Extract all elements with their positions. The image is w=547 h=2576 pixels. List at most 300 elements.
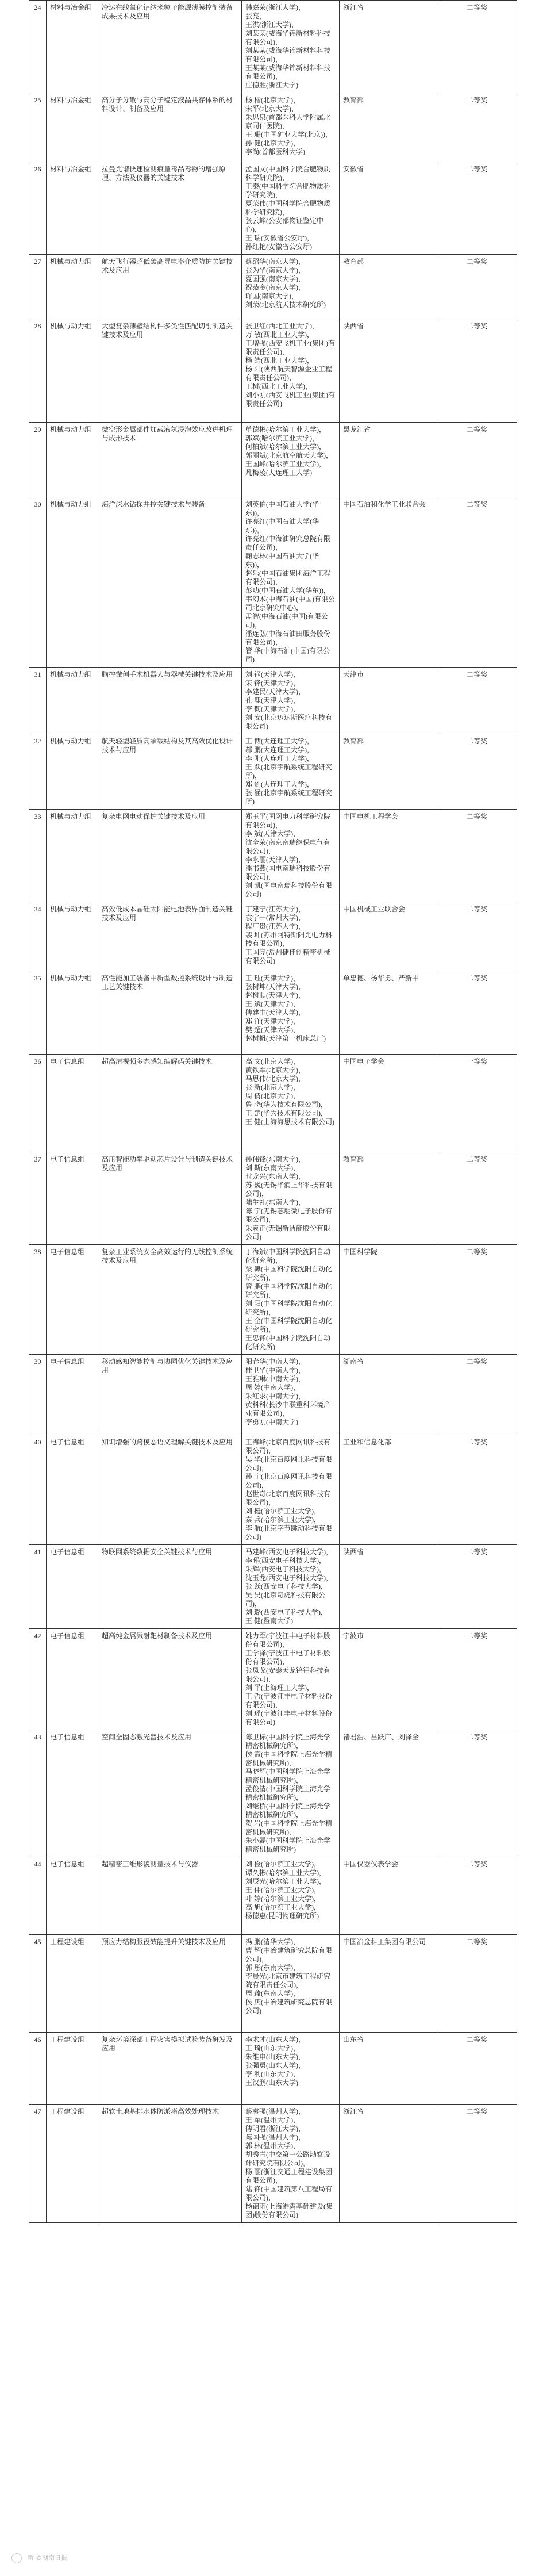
row-contributors-text: 孟国文(中国科学院合肥物质科学研究院)， 王秦(中国科学院合肥物质科学研究院)， 夏荣伟(中国科学院合肥物质科学研究院)， 张云峰(公安部物证鉴定中心)， 王 瑞(安徽省公安厅)， 孙红艳(安徽省公安厅) [245, 165, 330, 251]
row-group [47, 810, 98, 902]
row-nominator [340, 734, 437, 810]
row-project-name [98, 1, 242, 93]
row-number-text: 33 [34, 812, 41, 821]
row-project-name-text: 物联网系统数据安全关键技术与应用 [102, 1548, 213, 1556]
row-number-text: 26 [34, 165, 41, 173]
row-number [29, 319, 47, 423]
row-group-text: 材料与冶金组 [50, 3, 92, 12]
row-project-name-text: 超高纯金属溅射靶材制备技术及应用 [102, 1632, 213, 1640]
row-project-name-text: 知识增强的跨模态语义理解关键技术及应用 [102, 1438, 233, 1446]
row-nominator-text: 黑龙江省 [343, 425, 371, 434]
row-award-grade-text: 二等奖 [466, 1548, 487, 1556]
row-award-grade [437, 1935, 517, 2033]
row-nominator-text: 中国冶金科工集团有限公司 [343, 1938, 426, 1946]
table-row [29, 1055, 517, 1152]
row-award-grade-text: 二等奖 [466, 1733, 487, 1741]
row-group-text: 电子信息组 [50, 1248, 85, 1256]
row-contributors-text: 刘 钢(天津大学)， 宋 锋(天津大学)， 李建民(天津大学)， 孔 鹿(天津大学)， 李 韧(天津大学)， 刘 安(北京迈达斯医疗科技有限公司) [245, 670, 332, 730]
row-number-text: 30 [34, 500, 41, 508]
row-group-text: 机械与动力组 [50, 322, 92, 330]
row-project-name-text: 脑控微创手术机器人与器械关键技术及应用 [102, 670, 233, 678]
row-group [47, 902, 98, 971]
row-award-grade-text: 一等奖 [466, 1057, 487, 1065]
row-award-grade-text: 二等奖 [466, 1248, 487, 1256]
row-number [29, 1245, 47, 1355]
row-contributors [242, 1055, 340, 1152]
table-row [29, 1545, 517, 1629]
row-award-grade [437, 1435, 517, 1545]
row-award-grade-text: 二等奖 [466, 1438, 487, 1446]
row-project-name [98, 497, 242, 668]
awards-table-body [29, 1, 517, 2223]
row-contributors [242, 2033, 340, 2104]
row-project-name [98, 255, 242, 319]
row-project-name-text: 高性能加工装备中新型数控系统设计与制造工艺关键技术 [102, 974, 233, 991]
row-group [47, 93, 98, 162]
row-contributors [242, 319, 340, 423]
row-award-grade-text: 二等奖 [466, 670, 487, 678]
row-contributors-text: 刘 俭(哈尔滨工业大学)， 谭久彬(哈尔滨工业大学)， 刘辰光(哈尔滨工业大学)， 王 伟(哈尔滨工业大学)， 叶 婷(哈尔滨工业大学)， 高 旭(哈尔滨工业大学)， 杨德惠(昆明物理研究所) [245, 1860, 326, 1920]
row-contributors [242, 423, 340, 497]
row-award-grade [437, 497, 517, 668]
row-group [47, 319, 98, 423]
row-group-text: 材料与冶金组 [50, 96, 92, 104]
row-number-text: 27 [34, 258, 41, 266]
row-project-name-text: 超精密三维形貌测量技术与仪器 [102, 1860, 199, 1868]
row-contributors-text: 陈卫标(中国科学院上海光学精密机械研究所)， 侯 霞(中国科学院上海光学精密机械研究所)， 马晓辉(中国科学院上海光学精密机械研究所)， 孟俊清(中国科学院上海光学精密机械研究所)， 刘继桥(中国科学院上海光学精密机械研究所)， 贺 岩(中国科学院上海光学精密机械研究所)， 朱小磊(中国科学院上海光学精密机械研究所) [245, 1733, 332, 1853]
row-project-name-text: 航天飞行器超低碳高导电率介质防护关键技术及应用 [102, 258, 233, 274]
row-project-name-text: 超高清视频多态感知编解码关键技术 [102, 1057, 213, 1065]
row-number-text: 45 [34, 1938, 41, 1946]
row-group-text: 机械与动力组 [50, 670, 92, 678]
row-nominator [340, 971, 437, 1055]
table-row [29, 162, 517, 255]
row-number-text: 41 [34, 1548, 41, 1556]
row-group-text: 工程建设组 [50, 2035, 85, 2044]
row-number-text: 43 [34, 1733, 41, 1741]
row-group [47, 734, 98, 810]
table-row [29, 497, 517, 668]
row-nominator [340, 255, 437, 319]
row-award-grade [437, 255, 517, 319]
row-contributors-text: 郑玉平(国网电力科学研究院有限公司)， 李 斌(天津大学)， 沈全荣(南京南瑞继保电气有限公司)， 李永丽(天津大学)， 潘书燕(国电南瑞科技股份有限公司)， 刘 凯(国电南瑞科技股份有限公司) [245, 812, 332, 898]
row-contributors [242, 1730, 340, 1857]
row-group [47, 162, 98, 255]
row-award-grade-text: 二等奖 [466, 425, 487, 434]
row-project-name [98, 1152, 242, 1245]
row-number-text: 31 [34, 670, 41, 678]
row-award-grade-text: 二等奖 [466, 1938, 487, 1946]
row-nominator [340, 668, 437, 734]
row-nominator-text: 教育部 [343, 1155, 364, 1163]
row-contributors [242, 810, 340, 902]
row-nominator [340, 1355, 437, 1435]
row-project-name [98, 319, 242, 423]
table-row [29, 902, 517, 971]
row-nominator [340, 1152, 437, 1245]
watermark [11, 2553, 184, 2568]
row-contributors [242, 1435, 340, 1545]
row-project-name-text: 冷达在线氧化铝纳米粒子能源薄膜控制装备成果技术及应用 [102, 3, 233, 20]
row-contributors [242, 971, 340, 1055]
row-nominator [340, 902, 437, 971]
table-row [29, 1355, 517, 1435]
row-nominator-text: 浙江省 [343, 3, 364, 12]
row-contributors [242, 162, 340, 255]
row-project-name-text: 高压智能功率驱动芯片设计与制造关键技术及应用 [102, 1155, 233, 1172]
row-group-text: 机械与动力组 [50, 425, 92, 434]
row-award-grade-text: 二等奖 [466, 258, 487, 266]
row-nominator [340, 1055, 437, 1152]
row-project-name [98, 734, 242, 810]
row-nominator-text: 教育部 [343, 96, 364, 104]
row-group-text: 机械与动力组 [50, 974, 92, 982]
row-award-grade-text: 二等奖 [466, 1632, 487, 1640]
row-number-text: 47 [34, 2107, 41, 2115]
row-number [29, 971, 47, 1055]
table-row [29, 1245, 517, 1355]
row-contributors [242, 1, 340, 93]
row-award-grade-text: 二等奖 [466, 812, 487, 821]
row-group [47, 971, 98, 1055]
row-award-grade [437, 1, 517, 93]
row-contributors-text: 丁建宁(江苏大学)， 袁宁一(常州大学)， 程广贵(江苏大学)， 裴 坤(苏州阿特斯阳光电力科技有限公司)， 王国亮(常州捷佳创精密机械有限公司) [245, 905, 332, 965]
row-nominator-text: 中国机械工业联合会 [343, 905, 406, 913]
row-nominator-text: 湖南省 [343, 1358, 364, 1366]
row-nominator [340, 1545, 437, 1629]
row-group-text: 电子信息组 [50, 1548, 85, 1556]
row-project-name [98, 1055, 242, 1152]
row-number-text: 42 [34, 1632, 41, 1640]
row-group [47, 1545, 98, 1629]
row-award-grade-text: 二等奖 [466, 322, 487, 330]
row-contributors-text: 韩嘉荣(浙江大学)， 张亮， 王洪(浙江大学)， 刘某某(威海华锦新材料科技有限公司)， 刘某某(威海华锦新材料科技有限公司)， 王某某(威海华锦新材料科技有限公司)， 庄德胜(浙江大学) [245, 3, 330, 89]
table-row [29, 2104, 517, 2223]
row-project-name-text: 预应力结构服役效能提升关键技术及应用 [102, 1938, 226, 1946]
row-number-text: 44 [34, 1860, 41, 1868]
row-project-name-text: 大型复杂薄壁结构件多类性匹配切削制造关键技术及应用 [102, 322, 233, 339]
row-contributors [242, 2104, 340, 2223]
row-contributors-text: 杨 楷(北京大学)， 宋平(北京大学)， 朱思泉(首都医科大学附属北京同仁医院)， 王 珊(中国矿业大学(北京))， 孙 健(北京大学)， 李尚(首都医科大学) [245, 96, 332, 156]
row-award-grade [437, 1355, 517, 1435]
row-group [47, 497, 98, 668]
row-nominator [340, 1935, 437, 2033]
row-contributors [242, 1935, 340, 2033]
row-group [47, 1857, 98, 1935]
row-group [47, 1629, 98, 1730]
row-award-grade [437, 734, 517, 810]
row-award-grade [437, 2033, 517, 2104]
row-group [47, 2104, 98, 2223]
table-row [29, 255, 517, 319]
row-contributors-text: 单德彬(哈尔滨工业大学)， 郭斌(哈尔滨工业大学)， 何柏斌(哈尔滨工业大学)， 郭丽斌(北京航空航天大学)， 王国峰(哈尔滨工业大学)， 凡梅凌(大连理工大学) [245, 425, 333, 477]
row-project-name [98, 902, 242, 971]
row-nominator [340, 1629, 437, 1730]
row-number-text: 39 [34, 1358, 41, 1366]
row-number [29, 734, 47, 810]
row-project-name [98, 162, 242, 255]
row-project-name-text: 空间全固态激光器技术及应用 [102, 1733, 192, 1741]
table-row [29, 2033, 517, 2104]
table-row [29, 810, 517, 902]
row-award-grade-text: 二等奖 [466, 1155, 487, 1163]
row-group-text: 机械与动力组 [50, 905, 92, 913]
row-group [47, 1, 98, 93]
row-project-name [98, 2104, 242, 2223]
row-contributors-text: 刘英伯(中国石油大学(华东))， 许亮红(中国石油大学(华东))， 许亮红(中海油研究总院有限责任公司)， 鞠志林(中国石油大学(华东))， 赵乐(中国石油集团海洋工程有限公司)， 彭功(中国石油大学(华东))， 韦幻术(中海石油(中国)有限公司北京研究中心)， 孟智(中海石油(中国)有限公司)， 潘连弘(中海石油田服务股份有限公司)， 管 华(中海石油(中国)有限公司) [245, 500, 335, 664]
row-project-name-text: 复杂电网电动保护关键技术及应用 [102, 812, 206, 821]
row-award-grade [437, 2104, 517, 2223]
row-award-grade [437, 162, 517, 255]
row-contributors [242, 1152, 340, 1245]
row-award-grade [437, 1629, 517, 1730]
row-contributors-text: 姚力军(宁波江丰电子材料股份有限公司)， 王学泽(宁波江丰电子材料股份有限公司)， 张凤戈(安泰天龙钨钼科技有限公司)， 刘 平(上海理工大学)， 王 哲(宁波江丰电子材料股份有限公司)， 刘 瑶(宁波江丰电子材料股份有限公司) [245, 1632, 332, 1726]
row-number [29, 1857, 47, 1935]
row-award-grade-text: 二等奖 [466, 1860, 487, 1868]
row-nominator-text: 天津市 [343, 670, 364, 678]
row-project-name [98, 423, 242, 497]
table-row [29, 1935, 517, 2033]
row-number [29, 1152, 47, 1245]
row-nominator-text: 褚君浩、吕跃广、刘泽金 [343, 1733, 419, 1741]
row-group [47, 255, 98, 319]
row-group [47, 1435, 98, 1545]
row-project-name [98, 93, 242, 162]
row-number-text: 34 [34, 905, 41, 913]
row-project-name-text: 高效低成本晶硅太阳能电池表界面制造关键技术及应用 [102, 905, 233, 922]
row-contributors-text: 王海峰(北京百度网讯科技有限公司)， 吴 华(北京百度网讯科技有限公司)， 孙 宇(北京百度网讯科技有限公司)， 赵世奇(北京百度网讯科技有限公司)， 刘 挺(哈尔滨工业大学)， 秦 兵(哈尔滨工业大学)， 李 航(北京字节跳动科技有限公司) [245, 1438, 332, 1541]
awards-table [29, 0, 517, 2223]
row-nominator [340, 1435, 437, 1545]
row-contributors-text: 孙伟锋(东南大学)， 刘 斯(东南大学)， 时龙兴(东南大学)， 苏 巍(无锡华润上华科技有限公司)， 陆生礼(东南大学)， 陈 宁(无锡芯朋微电子股份有限公司)， 朱袁正(无锡新洁能股份有限公司) [245, 1155, 332, 1241]
row-nominator [340, 162, 437, 255]
row-nominator [340, 1857, 437, 1935]
row-award-grade [437, 668, 517, 734]
row-award-grade-text: 二等奖 [466, 905, 487, 913]
row-nominator [340, 2104, 437, 2223]
row-nominator [340, 93, 437, 162]
row-nominator-text: 教育部 [343, 737, 364, 745]
row-number [29, 93, 47, 162]
row-project-name-text: 移动感知智能控制与协同优化关键技术及应用 [102, 1358, 233, 1374]
row-project-name [98, 2033, 242, 2104]
row-number-text: 40 [34, 1438, 41, 1446]
row-contributors-text: 李术才(山东大学)， 王 琦(山东大学)， 朱维申(山东大学)， 张强勇(山东大学)， 李 利(山东大学)， 王汉鹏(山东大学) [245, 2035, 305, 2087]
row-award-grade-text: 二等奖 [466, 2035, 487, 2044]
row-award-grade-text: 二等奖 [466, 737, 487, 745]
row-nominator-text: 宁波市 [343, 1632, 364, 1640]
row-nominator-text: 中国电子学会 [343, 1057, 385, 1065]
row-contributors-text: 王 珏(天津大学)， 张树坤(天津大学)， 赵树顺(天津大学)， 王 斌(天津大学)， 傅建中(天津大学)， 郑 洋(天津大学)， 樊 超(天津大学)， 赵树帆(天津第一机床总厂) [245, 974, 326, 1042]
row-award-grade [437, 319, 517, 423]
row-contributors-text: 冯 鹏(清华大学)， 曹 辉(中冶建筑研究总院有限公司)， 郭 彤(东南大学)， 李晨光(北京市建筑工程研究院有限责任公司)， 周 臻(东南大学)， 侯 庆(中冶建筑研究总院有限公司) [245, 1938, 332, 2015]
row-group-text: 机械与动力组 [50, 812, 92, 821]
row-number-text: 37 [34, 1155, 41, 1163]
row-nominator [340, 1, 437, 93]
row-award-grade-text: 二等奖 [466, 974, 487, 982]
row-nominator-text: 浙江省 [343, 2107, 364, 2115]
row-nominator-text: 安徽省 [343, 165, 364, 173]
row-group-text: 机械与动力组 [50, 500, 92, 508]
row-project-name [98, 1857, 242, 1935]
row-project-name [98, 1245, 242, 1355]
row-project-name-text: 复杂工业系统安全高效运行的无线控制系统技术及应用 [102, 1248, 233, 1264]
row-project-name-text: 海洋深水钻探井控关键技术与装备 [102, 500, 206, 508]
row-group-text: 电子信息组 [50, 1860, 85, 1868]
row-project-name [98, 1435, 242, 1545]
row-nominator-text: 山东省 [343, 2035, 364, 2044]
row-contributors [242, 1857, 340, 1935]
row-nominator-text: 教育部 [343, 258, 364, 266]
table-row [29, 734, 517, 810]
row-contributors [242, 255, 340, 319]
row-group [47, 1055, 98, 1152]
row-nominator [340, 2033, 437, 2104]
row-project-name [98, 668, 242, 734]
row-award-grade [437, 1245, 517, 1355]
row-number-text: 25 [34, 96, 41, 104]
table-row [29, 971, 517, 1055]
row-award-grade-text: 二等奖 [466, 1358, 487, 1366]
row-project-name [98, 1730, 242, 1857]
table-row [29, 1730, 517, 1857]
row-number [29, 1, 47, 93]
row-group-text: 材料与冶金组 [50, 165, 92, 173]
row-number [29, 1055, 47, 1152]
row-group [47, 423, 98, 497]
row-number [29, 668, 47, 734]
row-contributors-text: 王 博(大连理工大学)， 郝 鹏(大连理工大学)， 李 刚(大连理工大学)， 王 跃(北京宇航系统工程研究所)， 郑 剑(大连理工大学)， 张 涵(北京宇航系统工程研究所) [245, 737, 332, 806]
row-award-grade-text: 二等奖 [466, 96, 487, 104]
row-group-text: 机械与动力组 [50, 258, 92, 266]
row-nominator-text: 工业和信息化部 [343, 1438, 392, 1446]
row-group [47, 1152, 98, 1245]
row-contributors [242, 668, 340, 734]
row-number [29, 1545, 47, 1629]
row-group-text: 电子信息组 [50, 1057, 85, 1065]
row-contributors-text: 蔡袁强(温州大学)， 王 军(温州大学)， 傅明君(浙江大学)， 陈国强(温州大学)， 郭 林(温州大学)， 胡秀青(中交第一公路勘察设计研究院有限公司)， 杨 丽(浙江交通工程建设集团有限公司)， 陆 锋(中国建筑第八工程局有限公司)， 杨锦雨(上海港湾基础建设(集团)股份有限公司) [245, 2107, 333, 2219]
table-row [29, 1435, 517, 1545]
row-group-text: 机械与动力组 [50, 737, 92, 745]
watermark-text: 新 ©湖南日报 [27, 2554, 67, 2562]
watermark-badge-icon [11, 2553, 22, 2563]
row-contributors-text: 张卫红(西北工业大学)， 万 敏(西北工业大学)， 王增强(西安飞机工业(集团)有限责任公司)， 杨 皓(西北工业大学)， 杨 阳(陕西航天智源企业工程有限责任公司)， 王树(西北工业大学)， 刘小刚(西安飞机工业(集团)有限责任公司) [245, 322, 335, 408]
row-number [29, 255, 47, 319]
row-project-name [98, 1355, 242, 1435]
row-project-name-text: 高分子分散与高分子稳定液晶共存体系的材料设计、制备及应用 [102, 96, 233, 113]
row-nominator [340, 810, 437, 902]
row-number [29, 162, 47, 255]
row-contributors-text: 于海斌(中国科学院沈阳自动化研究所)， 梁 韡(中国科学院沈阳自动化研究所)， 曾 鹏(中国科学院沈阳自动化研究所)， 刘 阳(中国科学院沈阳自动化研究所)， 王 金(中国科学院沈阳自动化研究所)， 王忠锋(中国科学院沈阳自动化研究所) [245, 1248, 332, 1351]
row-number [29, 497, 47, 668]
row-group-text: 电子信息组 [50, 1438, 85, 1446]
table-row [29, 1857, 517, 1935]
row-nominator [340, 497, 437, 668]
row-contributors [242, 1629, 340, 1730]
row-number-text: 29 [34, 425, 41, 434]
row-nominator [340, 1245, 437, 1355]
table-row [29, 93, 517, 162]
row-contributors [242, 1245, 340, 1355]
row-group [47, 2033, 98, 2104]
row-award-grade [437, 1545, 517, 1629]
row-number [29, 1435, 47, 1545]
row-group-text: 电子信息组 [50, 1632, 85, 1640]
row-nominator-text: 中国科学院 [343, 1248, 378, 1256]
row-award-grade [437, 902, 517, 971]
row-number-text: 32 [34, 737, 41, 745]
row-award-grade [437, 1152, 517, 1245]
table-row [29, 423, 517, 497]
row-number-text: 28 [34, 322, 41, 330]
row-group-text: 工程建设组 [50, 2107, 85, 2115]
row-nominator-text: 陕西省 [343, 1548, 364, 1556]
row-award-grade [437, 1055, 517, 1152]
row-group-text: 工程建设组 [50, 1938, 85, 1946]
row-number [29, 902, 47, 971]
row-project-name [98, 1935, 242, 2033]
row-group [47, 1730, 98, 1857]
row-contributors [242, 1355, 340, 1435]
row-project-name [98, 1629, 242, 1730]
row-award-grade-text: 二等奖 [466, 500, 487, 508]
row-group-text: 电子信息组 [50, 1358, 85, 1366]
row-project-name-text: 拉曼光谱快速检测痕量毒品毒物的增强原理、方法及仪器的关键技术 [102, 165, 226, 182]
row-nominator-text: 陕西省 [343, 322, 364, 330]
row-number [29, 2033, 47, 2104]
row-number-text: 35 [34, 974, 41, 982]
row-project-name-text: 微空形金属部件加载液氢浸泡效应改进机理与成形技术 [102, 425, 233, 442]
table-row [29, 1152, 517, 1245]
row-project-name-text: 复杂环境深部工程灾害模拟试验装备研发及应用 [102, 2035, 233, 2052]
row-number-text: 24 [34, 3, 41, 12]
row-contributors-text: 蔡绍华(南京大学)， 张为华(南京大学)， 夏国强(南京大学)， 祝恭金(南京大学)， 许国(南京大学)， 刘荣(北京航天技术研究所) [245, 258, 326, 309]
row-group-text: 电子信息组 [50, 1733, 85, 1741]
row-number-text: 38 [34, 1248, 41, 1256]
row-number [29, 1629, 47, 1730]
row-contributors [242, 93, 340, 162]
row-number-text: 36 [34, 1057, 41, 1065]
row-contributors [242, 734, 340, 810]
row-nominator [340, 319, 437, 423]
row-group [47, 1935, 98, 2033]
row-award-grade-text: 二等奖 [466, 3, 487, 12]
row-project-name-text: 航天轻型轻质高承载结构及其高效优化设计技术与应用 [102, 737, 233, 754]
row-project-name [98, 971, 242, 1055]
row-group [47, 1245, 98, 1355]
table-row [29, 668, 517, 734]
row-contributors [242, 902, 340, 971]
row-contributors-text: 阳春华(中南大学)， 桂卫华(中南大学)， 王雅琳(中南大学)， 周 婷(中南大学)， 朱红求(中南大学)， 黄科科(长沙中联重科环境产业有限公司)， 李勇刚(中南大学) [245, 1358, 330, 1426]
row-nominator-text: 中国电机工程学会 [343, 812, 399, 821]
row-nominator-text: 单忠德、杨华勇、严新平 [343, 974, 419, 982]
row-number [29, 2104, 47, 2223]
row-contributors [242, 497, 340, 668]
row-nominator [340, 1730, 437, 1857]
row-project-name-text: 超软土地基排水体防淤堵高效处理技术 [102, 2107, 219, 2115]
row-award-grade [437, 423, 517, 497]
row-number [29, 1935, 47, 2033]
row-award-grade [437, 1730, 517, 1857]
row-award-grade [437, 810, 517, 902]
row-project-name [98, 1545, 242, 1629]
row-award-grade-text: 二等奖 [466, 165, 487, 173]
row-group [47, 668, 98, 734]
row-award-grade [437, 93, 517, 162]
table-row [29, 1, 517, 93]
row-group-text: 电子信息组 [50, 1155, 85, 1163]
row-number [29, 423, 47, 497]
